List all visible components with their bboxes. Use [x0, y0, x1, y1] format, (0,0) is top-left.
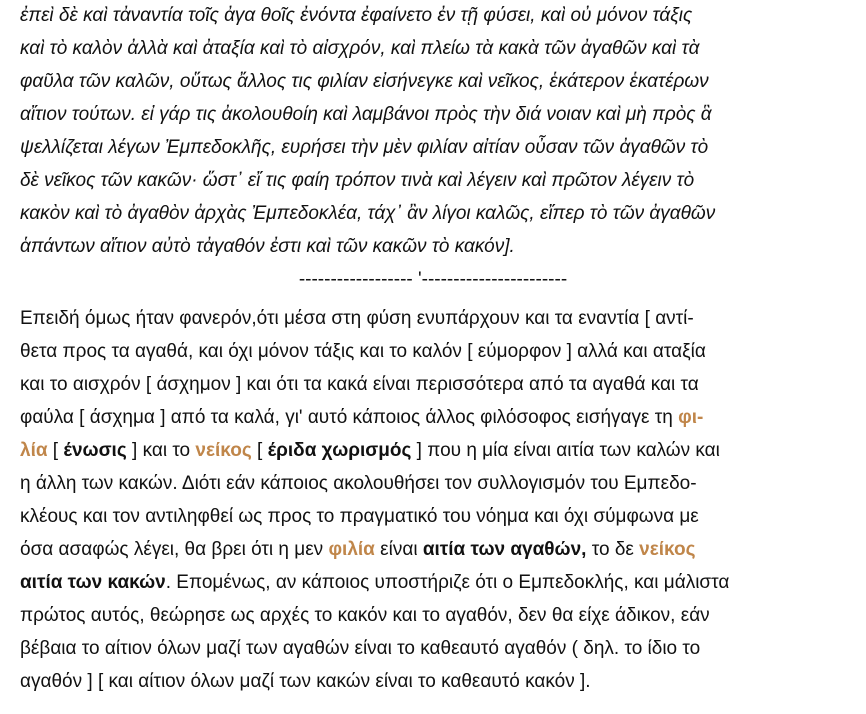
translation-line-11: βέβαια το αίτιον όλων μαζί των αγαθών είναι το καθεαυτό αγαθόν ( δηλ. το ίδιο το [20, 638, 701, 659]
section-separator: ------------------ '----------------------- [298, 269, 568, 290]
ancient-text-line-8: ἁπάντων αἴτιον αὐτὸ τἀγαθόν ἐστι καὶ τῶν κακῶν τὸ κακόν]. [20, 236, 515, 257]
translation-line-5 [20, 435, 720, 467]
highlight-term-filia: φι- [678, 407, 704, 428]
translation-line-9 [20, 567, 729, 599]
translation-text: όσα ασαφώς λέγει, θα βρει ότι η μεν [20, 539, 329, 560]
ancient-text-line-7: κακὸν καὶ τὸ ἀγαθὸν ἀρχὰς Ἐμπεδοκλέα, τάχ᾽ ἂν λίγοι καλῶς, εἴπερ τὸ τῶν ἀγαθῶν [20, 203, 716, 224]
translation-text: [ [47, 440, 64, 461]
bold-term-erida: έριδα χωρισμός [267, 440, 412, 461]
translation-line-8 [20, 534, 695, 566]
highlight-term-filia: λία [20, 440, 48, 461]
translation-text: ] και το [126, 440, 196, 461]
translation-text: ] που η μία είναι αιτία των καλών και [411, 440, 720, 461]
translation-text: είναι [374, 539, 423, 560]
translation-text: φαύλα [ άσχημα ] από τα καλά, γι' αυτό κάποιος άλλος φιλόσοφος εισήγαγε τη [20, 407, 679, 428]
ancient-text-line-2: καὶ τὸ καλὸν ἀλλὰ καὶ ἀταξία καὶ τὸ αἰσχρόν, καὶ πλείω τὰ κακὰ τῶν ἀγαθῶν καὶ τὰ [20, 38, 700, 59]
bold-term-enosis: ένωσις [63, 440, 127, 461]
translation-line-1: Επειδή όμως ήταν φανερόν,ότι μέσα στη φύση ενυπάρχουν και τα εναντία [ αντί- [20, 308, 694, 329]
highlight-term-neikos: νείκος [195, 440, 252, 461]
translation-line-7: κλέους και τον αντιληφθεί ως προς το πραγματικό του νόημα και όχι σύμφωνα με [20, 506, 699, 527]
ancient-text-line-6: δὲ νεῖκος τῶν κακῶν· ὥστ᾽ εἴ τις φαίη τρόπον τινὰ καὶ λέγειν καὶ πρῶτον λέγειν τὸ [20, 170, 695, 191]
translation-text: το δε [586, 539, 640, 560]
ancient-text-line-3: φαῦλα τῶν καλῶν, οὕτως ἄλλος τις φιλίαν εἰσήνεγκε καὶ νεῖκος, ἑκάτερον ἑκατέρων [20, 71, 709, 92]
translation-line-6: η άλλη των κακών. Διότι εάν κάποιος ακολουθήσει τον συλλογισμόν του Εμπεδο- [20, 473, 697, 494]
ancient-text-line-5: ψελλίζεται λέγων Ἐμπεδοκλῆς, ευρήσει τὴν μὲν φιλίαν αἰτίαν οὖσαν τῶν ἀγαθῶν τὸ [20, 137, 709, 158]
translation-text: [ [251, 440, 268, 461]
ancient-text-line-4: αἴτιον τούτων. εἰ γάρ τις ἀκολουθοίη καὶ λαμβάνοι πρὸς τὴν διά νοιαν καὶ μὴ πρὸς ἃ [20, 104, 712, 125]
bold-phrase-aitia-kakon: αιτία των κακών [20, 572, 166, 593]
translation-line-3: και το αισχρόν [ άσχημον ] και ότι τα κακά είναι περισσότερα από τα αγαθά και τα [20, 374, 699, 395]
translation-line-10: πρώτος αυτός, θεώρησε ως αρχές το κακόν και το αγαθόν, δεν θα είχε άδικον, εάν [20, 605, 710, 626]
highlight-term-filia: φιλία [328, 539, 375, 560]
translation-text: . Επομένως, αν κάποιος υποστήριζε ότι ο Εμπεδοκλής, και μάλιστα [165, 572, 730, 593]
translation-line-4 [20, 402, 703, 434]
highlight-term-neikos: νείκος [639, 539, 696, 560]
bold-phrase-aitia-agathon: αιτία των αγαθών, [422, 539, 587, 560]
translation-line-12: αγαθόν ] [ και αίτιον όλων μαζί των κακών είναι το καθεαυτό κακόν ]. [20, 671, 591, 692]
translation-line-2: θετα προς τα αγαθά, και όχι μόνον τάξις και το καλόν [ εύμορφον ] αλλά και αταξία [20, 341, 706, 362]
ancient-text-line-1: ἐπεὶ δὲ καὶ τἀναντία τοῖς ἀγα θοῖς ἐνόντα ἐφαίνετο ἐν τῇ φύσει, καὶ οὐ μόνον τάξις [20, 5, 693, 26]
